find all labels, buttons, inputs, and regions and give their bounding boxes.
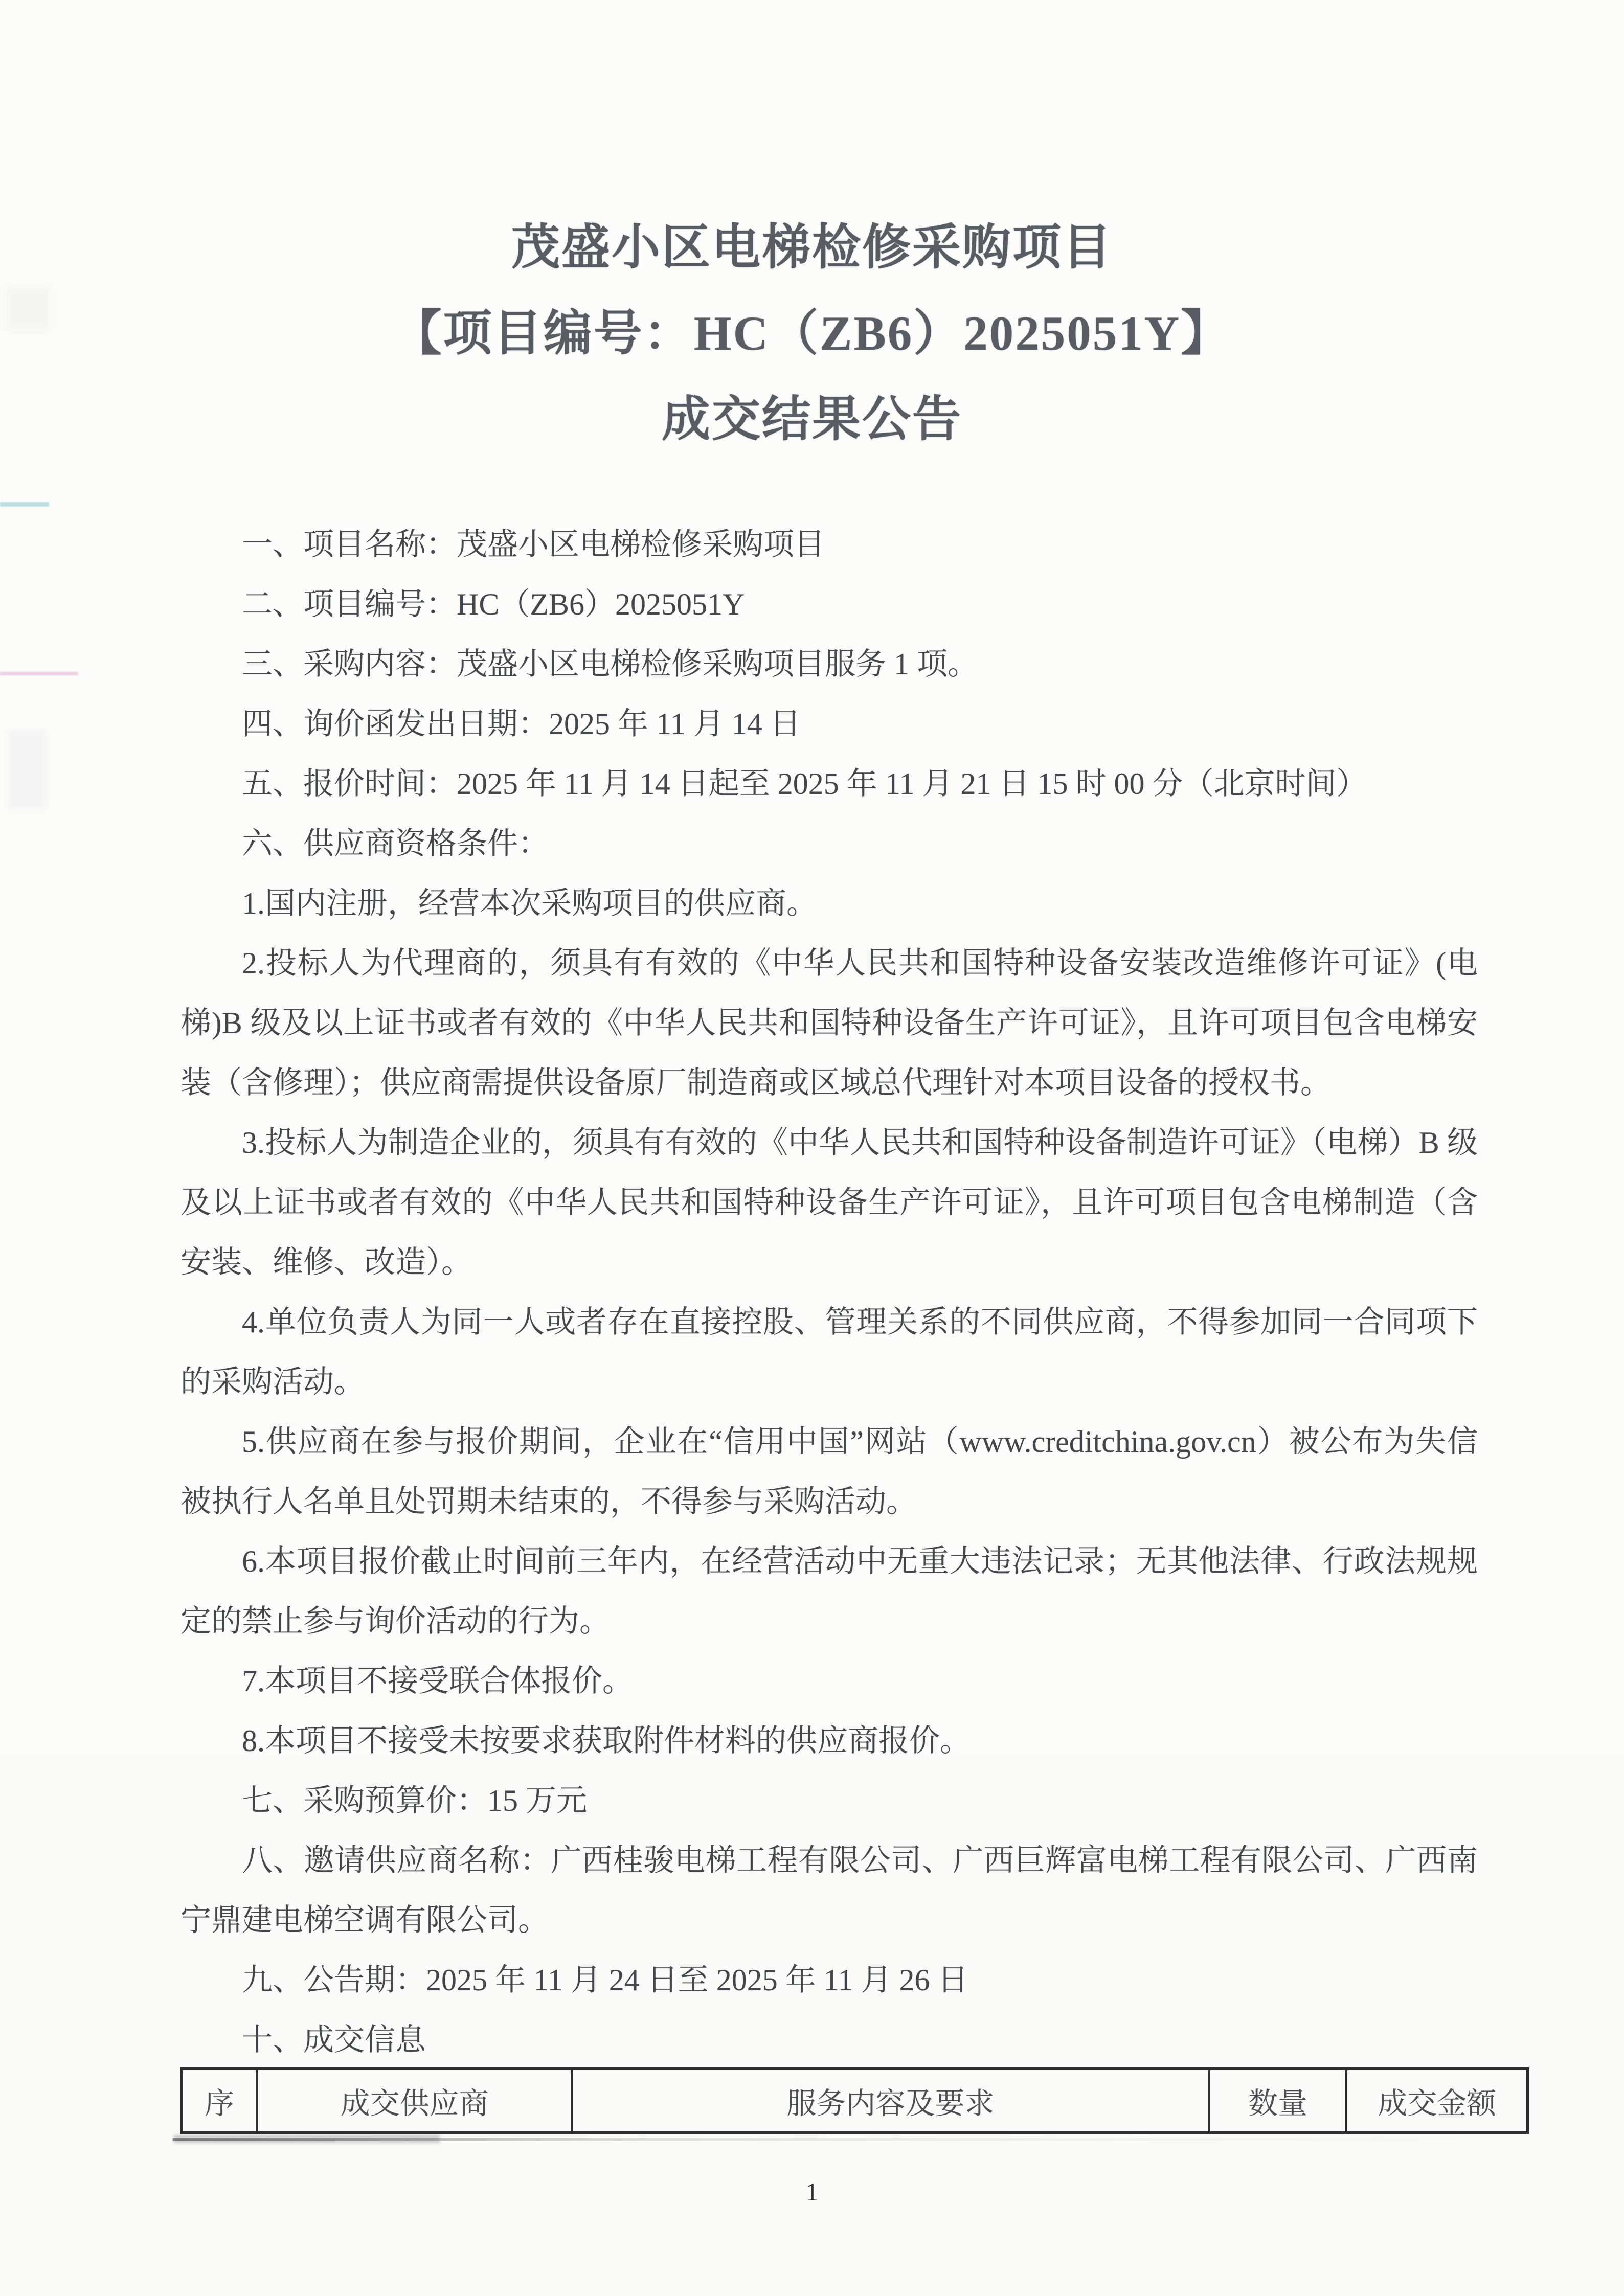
body-paragraph-quotation-time: 五、报价时间：2025 年 11 月 14 日起至 2025 年 11 月 21 日 15 时 00 分（北京时间） xyxy=(242,767,1367,801)
body-paragraph-qualification-6: 6.本项目报价截止时间前三年内，在经营活动中无重大违法记录；无其他法律、行政法规规定的禁止参与询价活动的行为。 xyxy=(181,1544,1478,1638)
scan-ghost-line xyxy=(173,2138,1533,2141)
scan-streak-teal xyxy=(0,502,49,507)
doc-title-project-number: 【项目编号：HC（ZB6）2025051Y】 xyxy=(393,306,1231,360)
table-header-quantity: 数量 xyxy=(1209,2069,1347,2133)
table-header-amount: 成交金额 xyxy=(1346,2069,1527,2133)
body-paragraph-qualification-1: 1.国内注册，经营本次采购项目的供应商。 xyxy=(242,886,817,920)
doc-body xyxy=(181,515,1478,2070)
body-paragraph-qualification-5: 5.供应商在参与报价期间，企业在“信用中国”网站（www.creditchina.gov.cn）被公布为失信被执行人名单且处罚期未结束的，不得参与采购活动。 xyxy=(181,1425,1478,1518)
scan-smudge xyxy=(174,2135,440,2143)
award-table-header-row xyxy=(182,2069,1528,2133)
doc-title-project-name: 茂盛小区电梯检修采购项目 xyxy=(511,220,1113,275)
table-header-seq: 序 xyxy=(182,2069,258,2133)
body-paragraph-qualification-7: 7.本项目不接受联合体报价。 xyxy=(242,1664,633,1698)
award-info-table xyxy=(180,2067,1529,2134)
body-paragraph-project-name: 一、项目名称：茂盛小区电梯检修采购项目 xyxy=(242,528,825,561)
doc-title-block xyxy=(0,204,1624,462)
body-paragraph-procurement-content: 三、采购内容：茂盛小区电梯检修采购项目服务 1 项。 xyxy=(242,647,978,681)
body-paragraph-qualification-8: 8.本项目不接受未按要求获取附件材料的供应商报价。 xyxy=(242,1724,971,1758)
body-paragraph-supplier-qualifications: 六、供应商资格条件： xyxy=(242,827,549,860)
body-paragraph-award-info: 十、成交信息 xyxy=(242,2023,426,2057)
table-header-service: 服务内容及要求 xyxy=(572,2069,1209,2133)
body-paragraph-inquiry-date: 四、询价函发出日期：2025 年 11 月 14 日 xyxy=(242,707,801,741)
body-paragraph-qualification-3: 3.投标人为制造企业的，须具有有效的《中华人民共和国特种设备制造许可证》（电梯）B 级及以上证书或者有效的《中华人民共和国特种设备生产许可证》，且许可项目包含电梯制造（含安装、维修、改造）。 xyxy=(181,1126,1478,1279)
scan-streak-pink xyxy=(0,672,78,675)
body-paragraph-qualification-4: 4.单位负责人为同一人或者存在直接控股、管理关系的不同供应商，不得参加同一合同项下的采购活动。 xyxy=(181,1305,1478,1399)
scan-blob xyxy=(9,731,45,808)
body-paragraph-project-number: 二、项目编号：HC（ZB6）2025051Y xyxy=(242,587,745,621)
doc-title-announcement-type: 成交结果公告 xyxy=(661,392,962,446)
table-header-supplier: 成交供应商 xyxy=(257,2069,572,2133)
body-paragraph-budget-price: 七、采购预算价：15 万元 xyxy=(242,1784,587,1817)
body-paragraph-announcement-period: 九、公告期：2025 年 11 月 24 日至 2025 年 11 月 26 日 xyxy=(242,1963,968,1997)
body-paragraph-invited-suppliers: 八、邀请供应商名称：广西桂骏电梯工程有限公司、广西巨辉富电梯工程有限公司、广西南宁鼎建电梯空调有限公司。 xyxy=(181,1844,1478,1937)
body-paragraph-qualification-2: 2.投标人为代理商的，须具有有效的《中华人民共和国特种设备安装改造维修许可证》(电梯)B 级及以上证书或者有效的《中华人民共和国特种设备生产许可证》，且许可项目包含电梯安装（含修理）；供应商需提供设备原厂制造商或区域总代理针对本项目设备的授权书。 xyxy=(181,946,1478,1100)
page-number: 1 xyxy=(805,2177,819,2206)
